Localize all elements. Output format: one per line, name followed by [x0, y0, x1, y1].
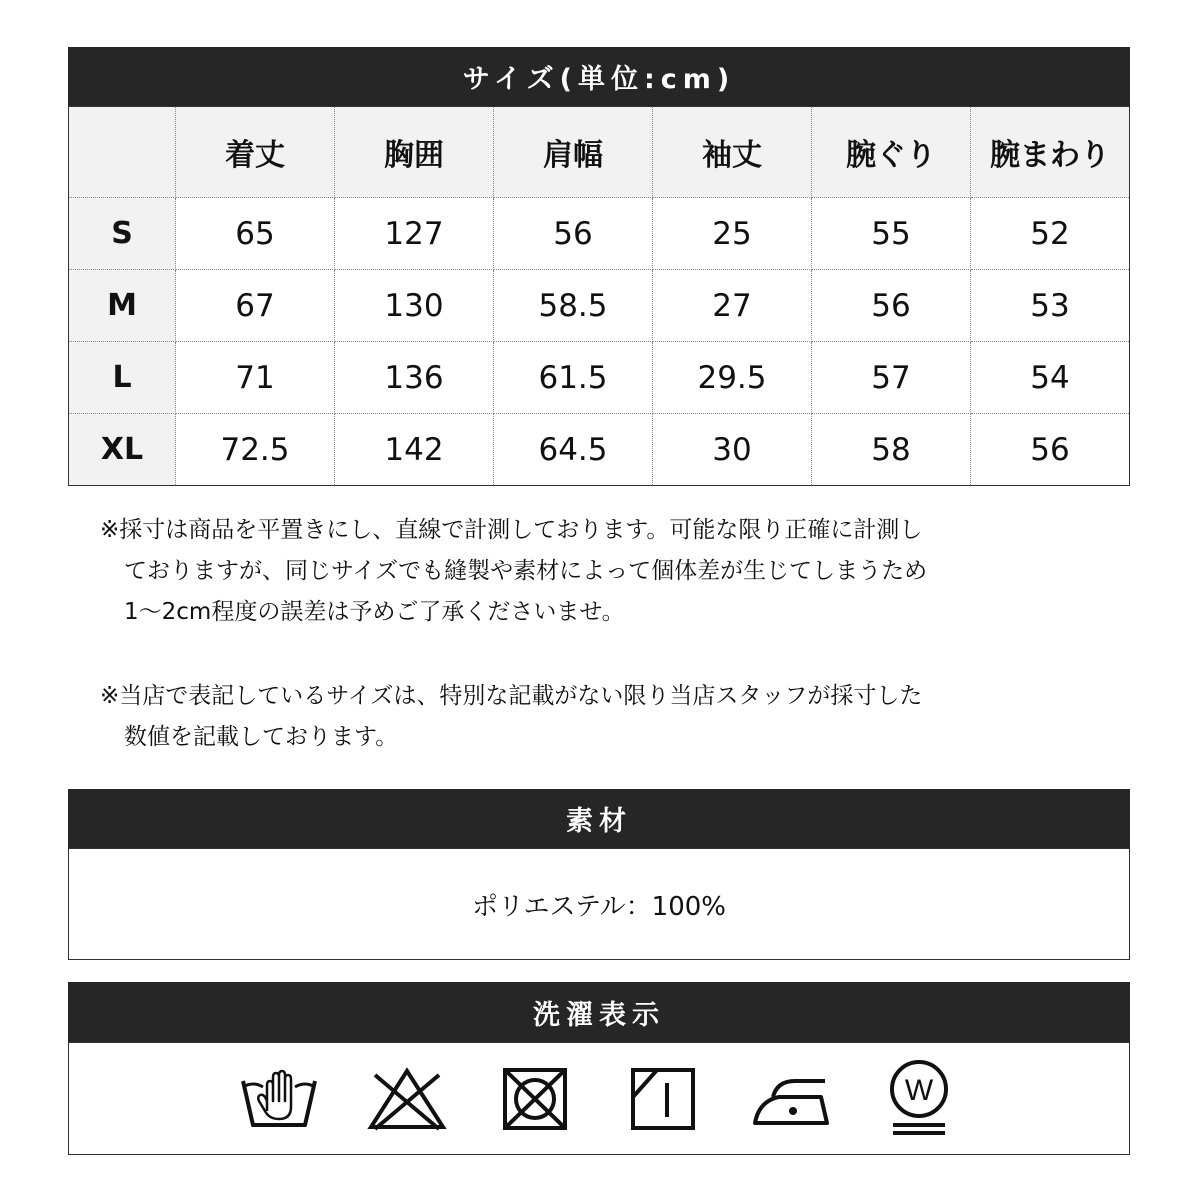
size-label: XL	[69, 414, 176, 486]
table-cell: 142	[335, 414, 494, 486]
size-source-note	[100, 676, 922, 758]
size-label: L	[69, 342, 176, 414]
table-cell: 127	[335, 198, 494, 270]
material-text: ポリエステル：100%	[472, 891, 726, 922]
table-cell: 71	[176, 342, 335, 414]
iron-low-icon	[747, 1059, 835, 1139]
size-label: S	[69, 198, 176, 270]
column-header: 着丈	[176, 107, 335, 198]
size-table	[68, 106, 1130, 486]
size-label: M	[69, 270, 176, 342]
material-box	[68, 848, 1130, 960]
table-cell: 56	[494, 198, 653, 270]
table-cell: 58	[812, 414, 971, 486]
column-header: 袖丈	[653, 107, 812, 198]
table-cell: 72.5	[176, 414, 335, 486]
wet-clean-icon	[875, 1059, 963, 1139]
no-tumble-dry-icon	[491, 1059, 579, 1139]
care-section-header	[68, 982, 1130, 1042]
table-cell: 29.5	[653, 342, 812, 414]
note-line: ておりますが、同じサイズでも縫製や素材によって個体差が生じてしまうため	[124, 558, 928, 584]
column-header: 腕ぐり	[812, 107, 971, 198]
size-table-header-row	[69, 107, 1130, 198]
column-header: 胸囲	[335, 107, 494, 198]
table-cell: 130	[335, 270, 494, 342]
table-cell: 64.5	[494, 414, 653, 486]
table-cell: 52	[971, 198, 1130, 270]
table-cell: 56	[971, 414, 1130, 486]
table-cell: 56	[812, 270, 971, 342]
table-row	[69, 414, 1130, 486]
note-line: ※当店で表記しているサイズは、特別な記載がない限り当店スタッフが採寸した	[100, 683, 923, 709]
table-cell: 136	[335, 342, 494, 414]
table-cell: 54	[971, 342, 1130, 414]
care-icons-row	[68, 1042, 1130, 1155]
table-cell: 55	[812, 198, 971, 270]
table-cell: 25	[653, 198, 812, 270]
table-cell: 30	[653, 414, 812, 486]
measurement-note	[100, 510, 927, 633]
table-cell: 58.5	[494, 270, 653, 342]
table-row	[69, 342, 1130, 414]
line-dry-shade-icon	[619, 1059, 707, 1139]
table-row	[69, 198, 1130, 270]
column-header: 肩幅	[494, 107, 653, 198]
note-line: ※採寸は商品を平置きにし、直線で計測しております。可能な限り正確に計測し	[100, 517, 923, 543]
material-section-header	[68, 789, 1130, 848]
table-cell: 27	[653, 270, 812, 342]
svg-text:W: W	[904, 1073, 934, 1107]
table-cell: 57	[812, 342, 971, 414]
table-cell: 53	[971, 270, 1130, 342]
hand-wash-icon	[235, 1059, 323, 1139]
table-cell: 65	[176, 198, 335, 270]
no-bleach-icon	[363, 1059, 451, 1139]
size-table-corner	[69, 107, 176, 198]
material-section-title: 素材	[566, 806, 632, 837]
care-section-title: 洗濯表示	[533, 999, 665, 1031]
table-cell: 61.5	[494, 342, 653, 414]
note-line: 数値を記載しております。	[124, 724, 399, 750]
table-cell: 67	[176, 270, 335, 342]
table-row	[69, 270, 1130, 342]
column-header: 腕まわり	[971, 107, 1130, 198]
note-line: 1～2cm程度の誤差は予めご了承くださいませ。	[124, 599, 625, 625]
size-section-header	[68, 47, 1130, 106]
size-section-title: サイズ(単位:cm)	[462, 64, 736, 95]
